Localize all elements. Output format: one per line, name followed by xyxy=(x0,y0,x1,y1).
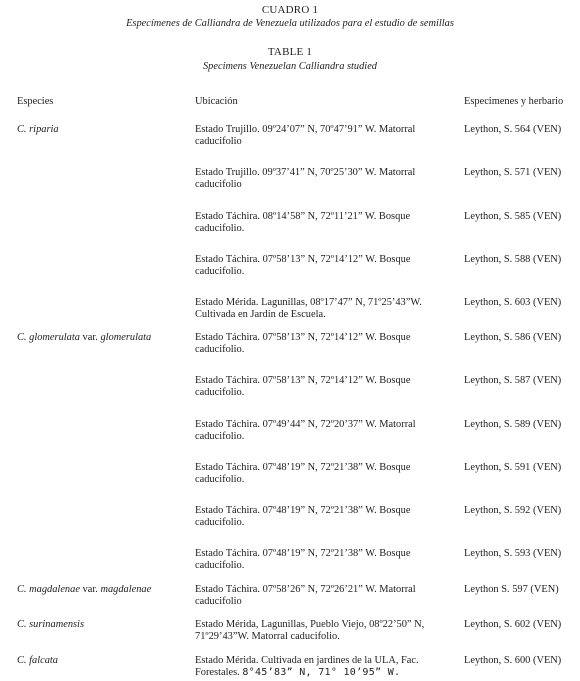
species-genus: C. xyxy=(17,655,27,666)
location-line-2-text: caducifolio. xyxy=(195,266,245,278)
location-cell xyxy=(195,548,457,573)
species-cell xyxy=(17,584,192,596)
location-line-2 xyxy=(195,387,457,399)
species-genus: C. xyxy=(17,124,27,135)
specimen-cell: Leython, S. 589 (VEN) xyxy=(464,419,562,430)
column-header-species: Especies xyxy=(17,96,54,107)
location-cell xyxy=(195,332,457,357)
location-line-2-text: caducifolio xyxy=(195,136,242,148)
location-cell xyxy=(195,167,457,192)
specimen-cell: Leython, S. 592 (VEN) xyxy=(464,505,562,516)
species-genus: C. xyxy=(17,584,27,595)
specimen-cell: Leython, S. 603 (VEN) xyxy=(464,297,562,308)
specimen-cell: Leython, S. 593 (VEN) xyxy=(464,548,562,559)
specimen-cell: Leython, S. 602 (VEN) xyxy=(464,619,562,630)
location-line-2-text: 71º29’43”W. Matorral caducifolio. xyxy=(195,631,340,643)
species-genus: C. xyxy=(17,332,27,343)
specimen-cell: Leython, S. 585 (VEN) xyxy=(464,211,562,222)
specimen-cell: Leython, S. 586 (VEN) xyxy=(464,332,562,343)
location-cell xyxy=(195,619,457,644)
location-line-2-text: caducifolio. xyxy=(195,431,245,443)
location-line-2 xyxy=(195,631,457,643)
location-line-2-text: caducifolio. xyxy=(195,560,245,572)
location-cell xyxy=(195,505,457,530)
location-cell xyxy=(195,211,457,236)
location-cell xyxy=(195,584,457,609)
location-cell xyxy=(195,297,457,322)
location-line-2 xyxy=(195,596,457,608)
species-var-label: var. xyxy=(82,584,98,595)
location-line-2 xyxy=(195,136,457,148)
species-cell xyxy=(17,332,192,344)
location-line-1: Estado Mérida. Lagunillas, 08º17’47” N, 71º25’43”W. xyxy=(195,297,422,308)
location-line-2 xyxy=(195,517,457,529)
species-var-label: var. xyxy=(82,332,98,343)
location-line-1: Estado Táchira. 08º14’58” N, 72º11’21” W. Bosque xyxy=(195,211,411,222)
species-var-name: magdalenae xyxy=(100,584,152,595)
species-cell xyxy=(17,124,192,136)
table-caption-en: TABLE 1 xyxy=(267,46,313,58)
location-line-2 xyxy=(195,667,457,679)
species-var-name: glomerulata xyxy=(100,332,152,343)
location-cell xyxy=(195,254,457,279)
location-coordinates: 8°45’83” N, 71° 10’95” W. xyxy=(242,667,401,679)
table-subtitle-en: Specimens Venezuelan Calliandra studied xyxy=(202,61,378,72)
location-line-2-text: caducifolio. xyxy=(195,223,245,235)
table-caption-es: CUADRO 1 xyxy=(261,4,319,16)
location-line-2 xyxy=(195,344,457,356)
location-line-2-text: caducifolio. xyxy=(195,474,245,486)
table-subtitle-es: Especímenes de Calliandra de Venezuela utilizados para el estudio de semillas xyxy=(126,18,454,29)
location-line-1: Estado Mérida. Cultivada en jardines de la ULA, Fac. xyxy=(195,655,419,666)
location-line-1: Estado Táchira. 07º48’19” N, 72º21’38” W. Bosque xyxy=(195,462,411,473)
specimen-cell: Leython S. 597 (VEN) xyxy=(464,584,559,595)
location-line-1: Estado Trujillo. 09º37’41” N, 70º25’30” W. Matorral xyxy=(195,167,416,178)
location-line-2 xyxy=(195,474,457,486)
species-epithet: falcata xyxy=(29,655,58,666)
location-line-2-text: caducifolio. xyxy=(195,517,245,529)
column-header-location: Ubicación xyxy=(195,96,238,107)
location-line-2 xyxy=(195,179,457,191)
location-cell xyxy=(195,375,457,400)
location-line-2 xyxy=(195,223,457,235)
location-line-2-text: caducifolio xyxy=(195,179,242,191)
location-line-1: Estado Trujillo. 09º24’07” N, 70º47’91” W. Matorral xyxy=(195,124,416,135)
location-cell xyxy=(195,419,457,444)
location-line-2-text: caducifolio. xyxy=(195,387,245,399)
location-line-2 xyxy=(195,431,457,443)
species-cell xyxy=(17,619,192,631)
species-epithet: riparia xyxy=(29,124,59,135)
location-line-2-text: caducifolio. xyxy=(195,344,245,356)
location-line-2-text: Cultivada en Jardín de Escuela. xyxy=(195,309,326,321)
location-line-2 xyxy=(195,266,457,278)
location-cell xyxy=(195,124,457,149)
location-line-2-text: caducifolio xyxy=(195,596,242,608)
location-line-1: Estado Táchira. 07º58’13” N, 72º14’12” W. Bosque xyxy=(195,375,411,386)
location-line-1: Estado Táchira. 07º48’19” N, 72º21’38” W. Bosque xyxy=(195,548,411,559)
location-line-1: Estado Táchira. 07º58’13” N, 72º14’12” W. Bosque xyxy=(195,332,411,343)
location-line-1: Estado Táchira. 07º58’26” N, 72º26’21” W. Matorral xyxy=(195,584,416,595)
location-line-1: Estado Táchira. 07º49’44” N, 72º20’37” W. Matorral xyxy=(195,419,416,430)
species-cell xyxy=(17,655,192,667)
specimen-cell: Leython, S. 591 (VEN) xyxy=(464,462,562,473)
species-epithet: magdalenae xyxy=(29,584,80,595)
location-line-2-text: Forestales. xyxy=(195,667,240,679)
species-genus: C. xyxy=(17,619,27,630)
column-header-specimens: Especimenes y herbario xyxy=(464,96,564,107)
location-cell xyxy=(195,655,457,680)
location-line-2 xyxy=(195,309,457,321)
location-cell xyxy=(195,462,457,487)
location-line-1: Estado Mérida, Lagunillas, Pueblo Viejo, 08º22’50” N, xyxy=(195,619,425,630)
location-line-1: Estado Táchira. 07º48’19” N, 72º21’38” W. Bosque xyxy=(195,505,411,516)
specimen-cell: Leython, S. 587 (VEN) xyxy=(464,375,562,386)
species-epithet: glomerulata xyxy=(29,332,80,343)
location-line-1: Estado Táchira. 07º58’13” N, 72º14’12” W. Bosque xyxy=(195,254,411,265)
specimen-cell: Leython, S. 600 (VEN) xyxy=(464,655,562,666)
species-epithet: surinamensis xyxy=(29,619,84,630)
specimen-cell: Leython, S. 588 (VEN) xyxy=(464,254,562,265)
specimen-cell: Leython, S. 571 (VEN) xyxy=(464,167,562,178)
location-line-2 xyxy=(195,560,457,572)
specimen-cell: Leython, S. 564 (VEN) xyxy=(464,124,562,135)
